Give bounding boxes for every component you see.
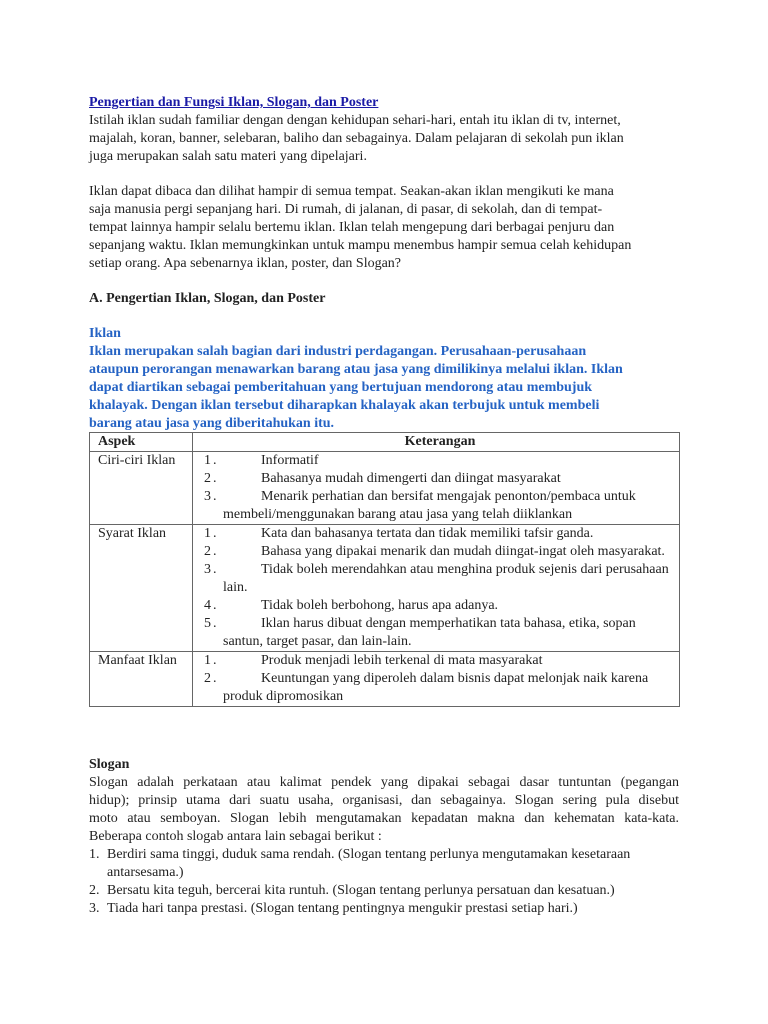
list-number: 3.: [89, 901, 100, 916]
keterangan-cell: [193, 452, 680, 525]
item-number: 2: [204, 544, 211, 559]
text-line: setiap orang. Apa sebenarnya iklan, poster, dan Slogan?: [89, 256, 402, 271]
item-number-dot: .: [213, 562, 217, 577]
text-line: saja manusia pergi sepanjang hari. Di rumah, di jalanan, di pasar, di sekolah, dan di tempat-: [89, 202, 603, 217]
text-line: Istilah iklan sudah familiar dengan dengan kehidupan sehari-hari, entah itu iklan di tv, internet,: [89, 113, 621, 128]
item-number: 2: [204, 471, 211, 486]
item-number: 1: [204, 453, 211, 468]
item-number-dot: .: [213, 598, 217, 613]
list-item: [89, 900, 679, 918]
text-line: Slogan adalah perkataan atau kalimat pendek yang dipakai sebagai dasar tuntuntan (pegangan: [89, 775, 679, 790]
table-header-row: [90, 433, 680, 452]
table-list-item: [193, 525, 675, 543]
text-line: barang atau jasa yang diberitahukan itu.: [89, 416, 335, 431]
slogan-examples-list: [89, 846, 679, 918]
text-line: sepanjang waktu. Iklan memungkinkan untuk mampu menembus hampir semua celah kehidupan: [89, 238, 632, 253]
document-title-block: [89, 94, 679, 166]
keterangan-cell: [193, 652, 680, 707]
table-list-item: [193, 652, 675, 670]
item-number: 4: [204, 598, 211, 613]
iklan-aspects-table: [89, 432, 680, 707]
item-text: Bahasa yang dipakai menarik dan mudah diingat-ingat oleh masyarakat.: [261, 544, 665, 559]
item-number-dot: .: [213, 489, 217, 504]
keterangan-cell: [193, 525, 680, 652]
text-line: Iklan dapat dibaca dan dilihat hampir di semua tempat. Seakan-akan iklan mengikuti ke mana: [89, 184, 614, 199]
text-line: juga merupakan salah satu materi yang dipelajari.: [89, 149, 367, 164]
table-row: [90, 525, 680, 652]
text-line: khalayak. Dengan iklan tersebut diharapkan khalayak akan terbujuk untuk membeli: [89, 398, 600, 413]
item-text: Informatif: [261, 453, 319, 468]
header-keterangan: Keterangan: [193, 433, 680, 452]
table-list-item: [193, 452, 675, 470]
item-text: Tidak boleh merendahkan atau menghina produk sejenis dari perusahaan lain.: [223, 562, 669, 595]
section-heading: A. Pengertian Iklan, Slogan, dan Poster: [89, 291, 326, 306]
table-list-item: [193, 597, 675, 615]
slogan-section: [89, 756, 679, 918]
text-line: ataupun perorangan menawarkan barang atau jasa yang dimilikinya melalui iklan. Iklan: [89, 362, 623, 377]
table-list-item: [193, 670, 675, 706]
item-text: Produk menjadi lebih terkenal di mata masyarakat: [261, 653, 543, 668]
text-line: dapat diartikan sebagai pemberitahuan yang bertujuan mendorong atau membujuk: [89, 380, 593, 395]
table-row: [90, 652, 680, 707]
list-text: Tiada hari tanpa prestasi. (Slogan tentang pentingnya mengukir prestasi setiap hari.): [107, 901, 578, 916]
text-line: Iklan merupakan salah bagian dari industri perdagangan. Perusahaan-perusahaan: [89, 344, 587, 359]
list-item: [89, 846, 679, 882]
item-number: 2: [204, 671, 211, 686]
list-number: 1.: [89, 847, 100, 862]
item-text: Bahasanya mudah dimengerti dan diingat masyarakat: [261, 471, 561, 486]
item-text: Iklan harus dibuat dengan memperhatikan tata bahasa, etika, sopan santun, target pasar, dan lain-lain.: [223, 616, 636, 649]
item-number-dot: .: [213, 471, 217, 486]
item-number-dot: .: [213, 653, 217, 668]
document-title-link[interactable]: Pengertian dan Fungsi Iklan, Slogan, dan Poster: [89, 95, 379, 110]
item-number-dot: .: [213, 671, 217, 686]
aspect-cell: Manfaat Iklan: [90, 652, 193, 707]
list-item: [89, 882, 679, 900]
table-row: [90, 452, 680, 525]
item-text: Keuntungan yang diperoleh dalam bisnis dapat melonjak naik karena produk dipromosikan: [223, 671, 649, 704]
table-list-item: [193, 615, 675, 651]
intro-paragraph-2: [89, 183, 679, 273]
text-line: Beberapa contoh slogab antara lain sebagai berikut :: [89, 829, 382, 844]
item-text: Kata dan bahasanya tertata dan tidak memiliki tafsir ganda.: [261, 526, 594, 541]
table-list-item: [193, 470, 675, 488]
table-list-item: [193, 543, 675, 561]
item-number: 1: [204, 526, 211, 541]
table-list-item: [193, 561, 675, 597]
text-line: hidup); prinsip utama dari suatu usaha, organisasi, dan sebagainya. Slogan sering pula disebut: [89, 793, 679, 808]
item-number-dot: .: [213, 526, 217, 541]
aspect-cell: Ciri-ciri Iklan: [90, 452, 193, 525]
item-text: Menarik perhatian dan bersifat mengajak penonton/pembaca untuk membeli/menggunakan barang atau jasa yang telah diiklankan: [223, 489, 636, 522]
item-number: 5: [204, 616, 211, 631]
item-number: 3: [204, 489, 211, 504]
slogan-heading: Slogan: [89, 757, 130, 772]
item-number-dot: .: [213, 616, 217, 631]
text-line: tempat lainnya hampir selalu bertemu iklan. Iklan telah mengepung dari berbagai penjuru dan: [89, 220, 615, 235]
intro-paragraph-1: [89, 112, 679, 166]
item-number-dot: .: [213, 544, 217, 559]
item-text: Tidak boleh berbohong, harus apa adanya.: [261, 598, 499, 613]
iklan-definition: [89, 325, 679, 433]
item-number: 1: [204, 653, 211, 668]
list-text: Berdiri sama tinggi, duduk sama rendah. (Slogan tentang perlunya mengutamakan kesetaraan antarsesama.): [107, 847, 631, 880]
list-text: Bersatu kita teguh, bercerai kita runtuh. (Slogan tentang perlunya persatuan dan kesatuan.): [107, 883, 615, 898]
iklan-heading: Iklan: [89, 326, 121, 341]
aspect-cell: Syarat Iklan: [90, 525, 193, 652]
list-number: 2.: [89, 883, 100, 898]
item-number-dot: .: [213, 453, 217, 468]
text-line: majalah, koran, banner, selebaran, baliho dan sebagainya. Dalam pelajaran di sekolah pun iklan: [89, 131, 624, 146]
text-line: moto atau semboyan. Slogan lebih mengutamakan kepadatan makna dan kehematan kata-kata.: [89, 811, 679, 826]
item-number: 3: [204, 562, 211, 577]
header-aspek: Aspek: [90, 433, 193, 452]
table-list-item: [193, 488, 675, 524]
